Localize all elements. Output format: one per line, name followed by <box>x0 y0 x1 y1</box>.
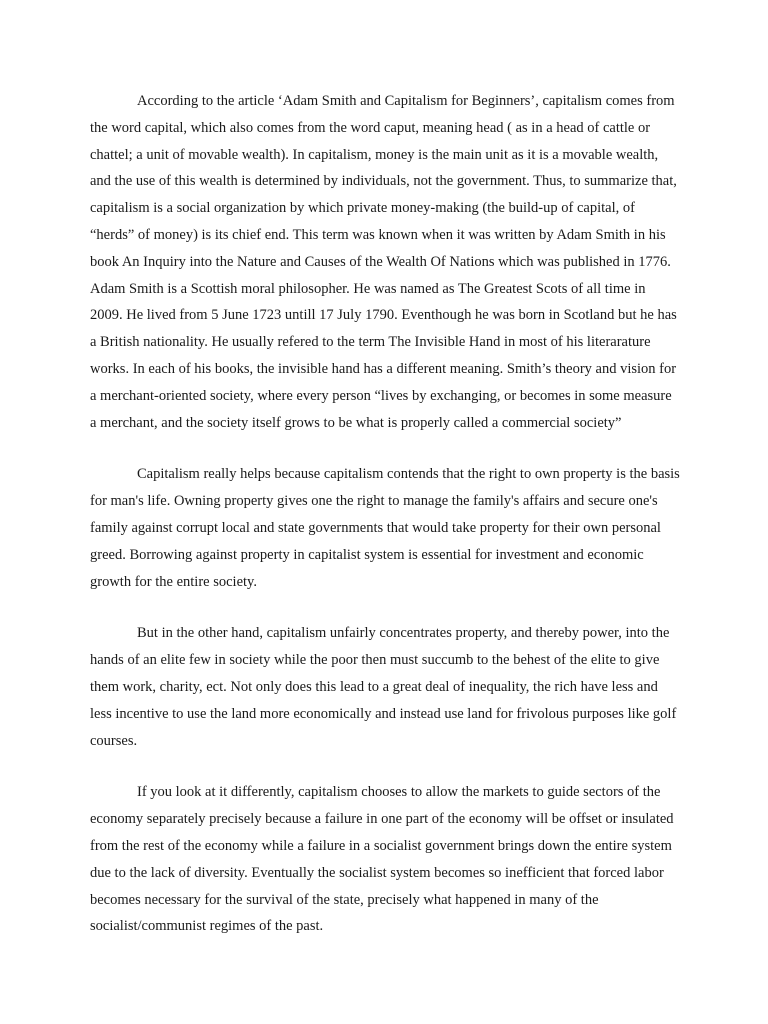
paragraph-look-differently: If you look at it differently, capitalism chooses to allow the markets to guide sectors of the economy separately precisely because a failure in one part of the economy will be offset or insulated from the rest of the economy while a failure in a socialist government brings down the entire system due to the lack of diversity. Eventually the socialist system becomes so inefficient that forced labor becomes necessary for the survival of the state, precisely what happened in many of the socialist/communist regimes of the past. <box>90 784 674 935</box>
paragraph-capitalism-helps: Capitalism really helps because capitalism contends that the right to own property is the basis for man's life. Owning property gives one the right to manage the family's affairs and secure one's family against corrupt local and state governments that would take property for their own personal greed. Borrowing against property in capitalist system is essential for investment and economic growth for the entire society. <box>90 466 680 590</box>
paragraph-adam-smith: According to the article ‘Adam Smith and Capitalism for Beginners’, capitalism comes from the word capital, which also comes from the word caput, meaning head ( as in a head of cattle or chattel; a unit of movable wealth). In capitalism, money is the main unit as it is a movable wealth, and the use of this wealth is determined by individuals, not the government. Thus, to summarize that, capitalism is a social organization by which private money-making (the build-up of capital, of “herds” of money) is its chief end. This term was known when it was written by Adam Smith in his book An Inquiry into the Nature and Causes of the Wealth Of Nations which was published in 1776. Adam Smith is a Scottish moral philosopher. He was named as The Greatest Scots of all time in 2009. He lived from 5 June 1723 untill 17 July 1790. Eventhough he was born in Scotland but he has a British nationality. He usually refered to the term The Invisible Hand in most of his literarature works. In each of his books, the invisible hand has a different meaning. Smith’s theory and vision for a merchant-oriented society, where every person “lives by exchanging, or becomes in some measure a merchant, and the society itself grows to be what is properly called a commercial society” <box>90 93 677 431</box>
paragraph-other-hand: But in the other hand, capitalism unfairly concentrates property, and thereby power, into the hands of an elite few in society while the poor then must succumb to the behest of the elite to give them work, charity, ect. Not only does this lead to a great deal of inequality, the rich have less and less incentive to use the land more economically and instead use land for frivolous purposes like golf courses. <box>90 625 677 749</box>
document-page <box>90 88 680 965</box>
